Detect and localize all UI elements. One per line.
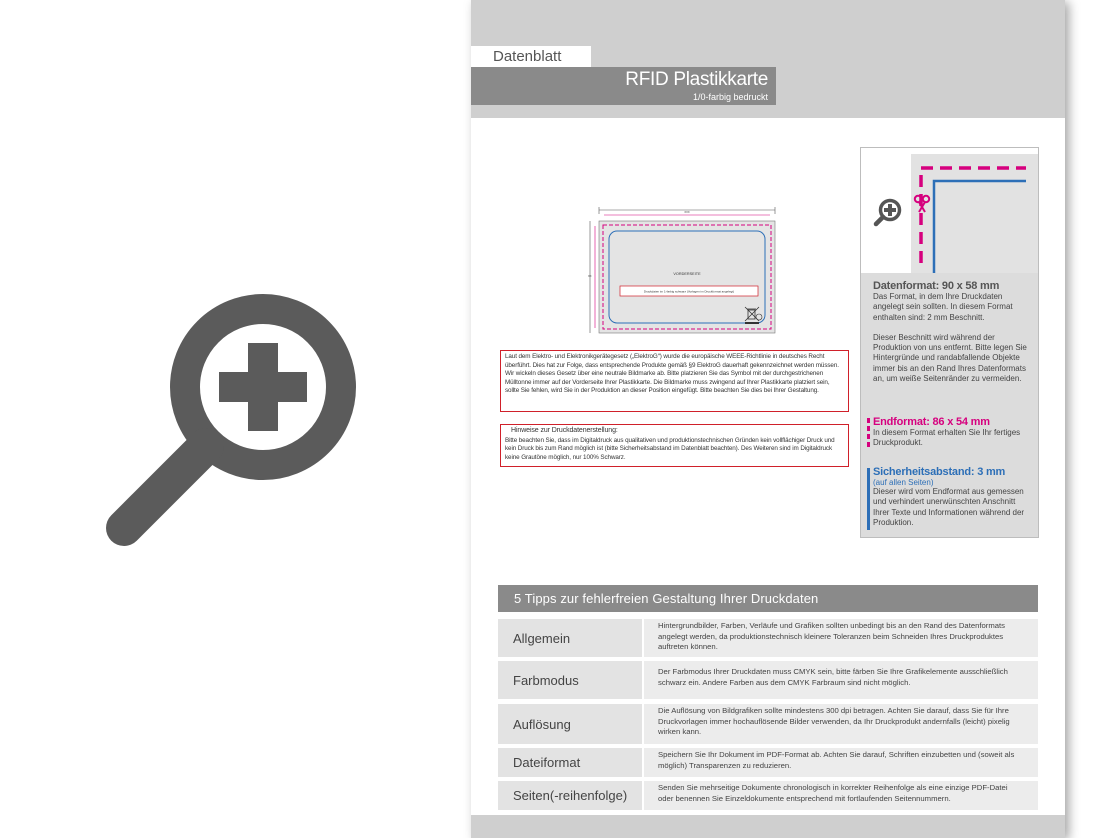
zoom-in-icon[interactable] (876, 201, 900, 225)
datenblatt-tab: Datenblatt (471, 46, 591, 67)
endformat-heading: Endformat: 86 x 54 mm (873, 416, 990, 428)
weee-notice-text: Laut dem Elektro- und Elektronikgerätegesetz („ElektroG“) wurde die europäische WEEE-Richtlinie in deutsches Recht überführt. Dies hat zur Folge, dass entsprechende Produkte gemäß §9 ElektroG dauerhaft gekennzeichnet werden müssen. Wir wickeln dieses Gesetz über eine neutrale Bildmarke ab. Bitte platzieren Sie das Symbol mit der durchgestrichenen Mülltonne immer auf der Vorderseite Ihrer Plastikkarte. Die Bildmarke muss zwingend auf Ihrer Plastikkarte platziert sein, sollte Sie fehlen, wird Sie in der Produktion an dieser Position eingefügt. Bitte beachten Sie dies bei Ihrer Gestaltung. (505, 353, 839, 395)
safety-section (873, 466, 1033, 528)
tip-row (498, 748, 1038, 777)
weee-notice-box (500, 350, 849, 412)
print-hint-text: Bitte beachten Sie, dass im Digitaldruck aus qualitativen und produktionstechnischen Gründen kein vollflächiger Druck und kein Druck bis zum Rand möglich ist (bitte Sicherheitsabstand im Datenblatt beachten). Des Weiteren sind im Digitaldruck keine Grautöne möglich, nur 100% Schwarz. (505, 436, 835, 461)
card-template-drawing (583, 205, 793, 340)
tip-label: Farbmodus (498, 661, 642, 699)
datenformat-text: Das Format, in dem Ihre Druckdaten angelegt sein sollten. In diesem Format enthalten sind: 2 mm Beschnitt. (873, 292, 1013, 322)
tip-row (498, 704, 1038, 744)
datenformat-heading: Datenformat: 90 x 58 mm (873, 280, 1000, 292)
card-hint-strip: Druckdaten im 1-farbig schwarz (Vorlagen im Druckformat angelegt) (643, 289, 735, 294)
safety-heading: Sicherheitsabstand: 3 mm (873, 466, 1006, 478)
page-subtitle: 1/0-farbig bedruckt (692, 92, 768, 102)
print-hint-title: Hinweise zur Druckdatenerstellung: (511, 427, 618, 434)
datenformat-text-2: Dieser Beschnitt wird während der Produktion von uns entfernt. Bitte legen Sie Hintergründe und randabfallende Objekte immer bis an den Rand Ihres Datenformats an, um weiße Seitenränder zu vermeiden. (873, 332, 1027, 384)
tip-row (498, 619, 1038, 657)
tip-row (498, 661, 1038, 699)
tip-text: Die Auflösung von Bildgrafiken sollte mindestens 300 dpi betragen. Achten Sie darauf, dass Sie für Ihre Druckvorlagen immer hochauflösende Bilder verwenden, da Ihr Druckprodukt andernfalls (leicht) pixelig wirken kann. (644, 704, 1038, 744)
tip-label: Dateiformat (498, 748, 642, 777)
endformat-text: In diesem Format erhalten Sie Ihr fertiges Druckprodukt. (873, 428, 1021, 448)
tip-text: Senden Sie mehrseitige Dokumente chronologisch in korrekter Reihenfolge als eine einzige PDF-Datei oder benennen Sie Einzeldokumente entsprechend mit fortlaufenden Seitennummern. (644, 781, 1038, 810)
safety-note: (auf allen Seiten) (873, 478, 934, 487)
title-bar (471, 67, 776, 105)
page-title: RFID Plastikkarte (625, 69, 768, 90)
card-front-label: VORDERSEITE (673, 272, 701, 276)
zoom-in-icon[interactable] (100, 290, 360, 552)
footer-band (471, 815, 1065, 838)
endformat-marker (867, 418, 870, 448)
tip-label: Seiten(-reihenfolge) (498, 781, 642, 810)
tip-text: Speichern Sie Ihr Dokument im PDF-Format ab. Achten Sie darauf, Schriften einzubetten und (soweit als möglich) Transparenzen zu reduzieren. (644, 748, 1038, 777)
corner-zoom-preview (861, 148, 1038, 273)
tip-text: Der Farbmodus Ihrer Druckdaten muss CMYK sein, bitte färben Sie Ihre Grafikelemente ausschließlich schwarz ein. Andere Farben aus dem CMYK Farbraum sind nicht möglich. (644, 661, 1038, 699)
tip-text: Hintergrundbilder, Farben, Verläufe und Grafiken sollten unbedingt bis an den Rand des Datenformats angelegt werden, da produktionstechnisch kleinere Toleranzen beim Schneiden Ihres Druckproduktes auftreten können. (644, 619, 1038, 657)
tip-label: Auflösung (498, 704, 642, 744)
datenformat-section (873, 280, 1033, 384)
datasheet-page (471, 0, 1065, 838)
print-hint-box (500, 424, 849, 467)
dimension-side-label: xx (588, 274, 592, 278)
format-info-panel (860, 147, 1039, 538)
tip-label: Allgemein (498, 619, 642, 657)
tips-header: 5 Tipps zur fehlerfreien Gestaltung Ihrer Druckdaten (498, 585, 1038, 612)
safety-text: Dieser wird vom Endformat aus gemessen und verhindert unerwünschten Anschnitt Ihrer Texte und Informationen während der Produktion. (873, 487, 1025, 527)
tip-row (498, 781, 1038, 810)
safety-marker (867, 468, 870, 530)
dimension-top-label: xxx (684, 210, 690, 214)
endformat-section (873, 416, 1033, 449)
